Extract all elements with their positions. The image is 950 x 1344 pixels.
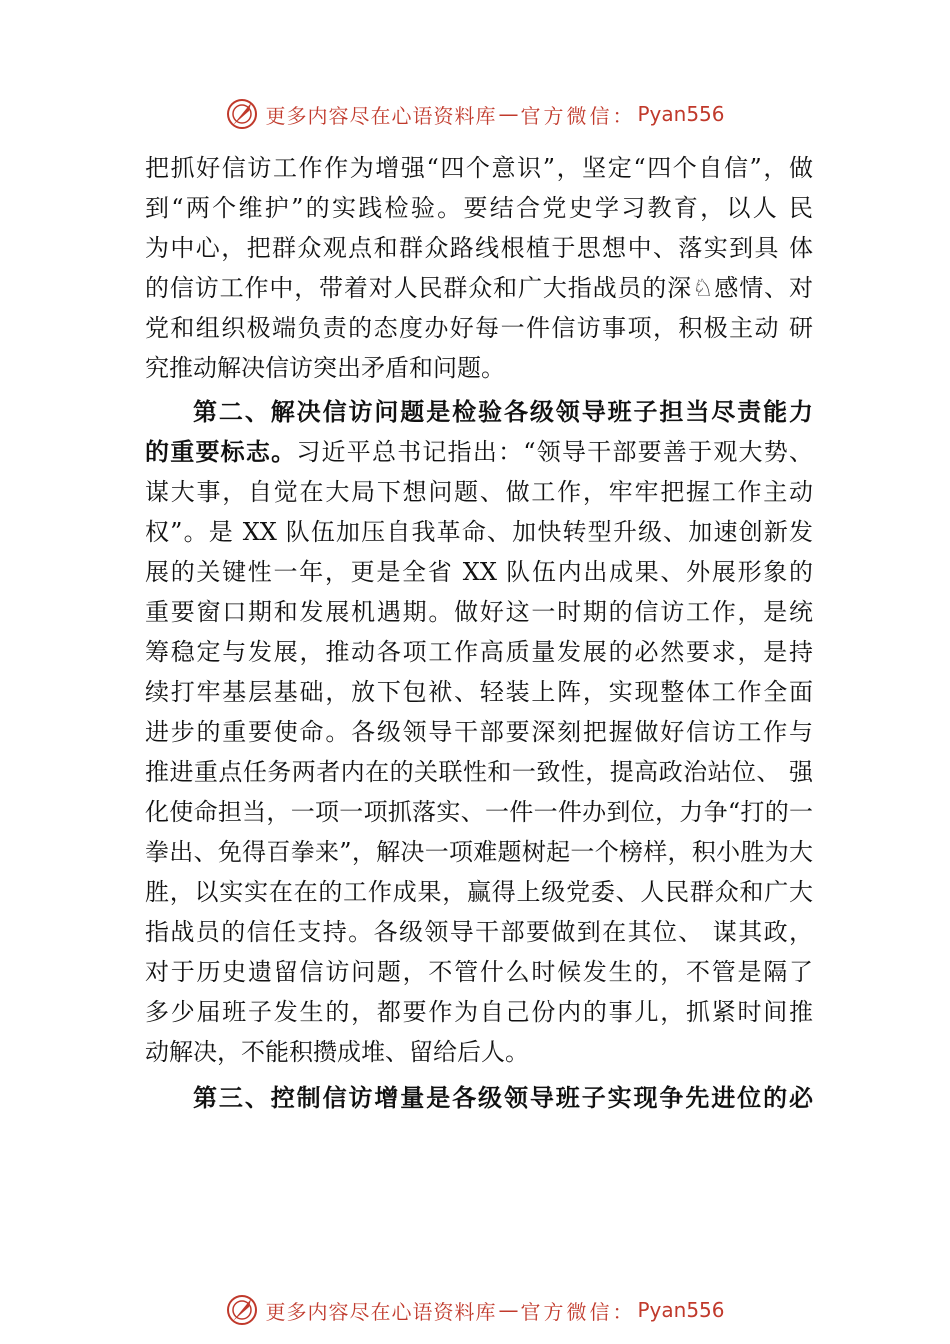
section-heading-3: 第三、控制信访增量是各级领导班子实现争先进位的必: [193, 1084, 813, 1112]
text-line: 权”。是 XX 队伍加压自我革命、加快转型升级、加速创新发: [145, 518, 813, 546]
watermark-separator: —: [498, 102, 519, 126]
text-line: 胜，以实实在在的工作成果，赢得上级党委、人民群众和广大: [145, 878, 813, 906]
text-line: 党和组织极端负责的态度办好每一件信访事项，积极主动 研: [145, 314, 813, 342]
paragraph-2: [145, 392, 813, 1072]
paragraph-1: [145, 148, 813, 388]
text-line: 化使命担当，一项一项抓落实、一件一件办到位，力争“打的一: [145, 798, 813, 826]
quill-logo-icon: [225, 97, 259, 131]
watermark-label: 官方微信：: [520, 1299, 636, 1324]
text-run: 习近平总书记指出：“领导干部要善于观大势、: [296, 438, 813, 466]
quill-logo-icon: [225, 1293, 259, 1327]
text-line: 谋大事，自觉在大局下想问题、做工作，牢牢把握工作主动: [145, 478, 813, 506]
text-line: 进步的重要使命。各级领导干部要深刻把握做好信访工作与: [145, 718, 813, 746]
text-line: 多少届班子发生的，都要作为自己份内的事儿，抓紧时间推: [145, 998, 813, 1026]
text-line: 推进重点任务两者内在的关联性和一致性，提高政治站位、 强: [145, 758, 813, 786]
watermark-id: Pyan556: [637, 102, 725, 126]
watermark-id: Pyan556: [637, 1298, 725, 1322]
watermark-text: 更多内容尽在心语资料库: [265, 1299, 497, 1324]
watermark-banner-bottom: [0, 1290, 950, 1330]
watermark-separator: —: [498, 1298, 519, 1322]
heading-tail: 的重要标志。: [145, 438, 297, 466]
text-line: [145, 432, 813, 472]
text-line: 动解决，不能积攒成堆、留给后人。: [145, 1038, 529, 1066]
text-line: 指战员的信任支持。各级领导干部要做到在其位、 谋其政，: [145, 918, 813, 946]
watermark-text: 更多内容尽在心语资料库: [265, 103, 497, 128]
text-line: 对于历史遗留信访问题，不管什么时候发生的，不管是隔了: [145, 958, 813, 986]
text-line: 筹稳定与发展，推动各项工作高质量发展的必然要求，是持: [145, 638, 813, 666]
text-line: 究推动解决信访突出矛盾和问题。: [145, 354, 505, 382]
text-line: 展的关键性一年，更是全省 XX 队伍内出成果、外展形象的: [145, 558, 813, 586]
text-line: 的信访工作中，带着对人民群众和广大指战员的深♘感情、对: [145, 274, 813, 302]
text-line: 为中心，把群众观点和群众路线根植于思想中、落实到具 体: [145, 234, 813, 262]
watermark-label: 官方微信：: [520, 103, 636, 128]
text-line: 到“两个维护”的实践检验。要结合党史学习教育，以人 民: [145, 194, 813, 222]
text-line: 续打牢基层基础，放下包袱、轻装上阵，实现整体工作全面: [145, 678, 813, 706]
text-line: 把抓好信访工作作为增强“四个意识”，坚定“四个自信”，做: [145, 154, 813, 182]
text-line: 重要窗口期和发展机遇期。做好这一时期的信访工作，是统: [145, 598, 813, 626]
watermark-banner-top: [0, 94, 950, 134]
paragraph-3: [145, 1078, 813, 1118]
section-heading-2: 第二、解决信访问题是检验各级领导班子担当尽责能力: [193, 398, 813, 426]
text-line: 拳出、免得百拳来”，解决一项难题树起一个榜样，积小胜为大: [145, 838, 813, 866]
